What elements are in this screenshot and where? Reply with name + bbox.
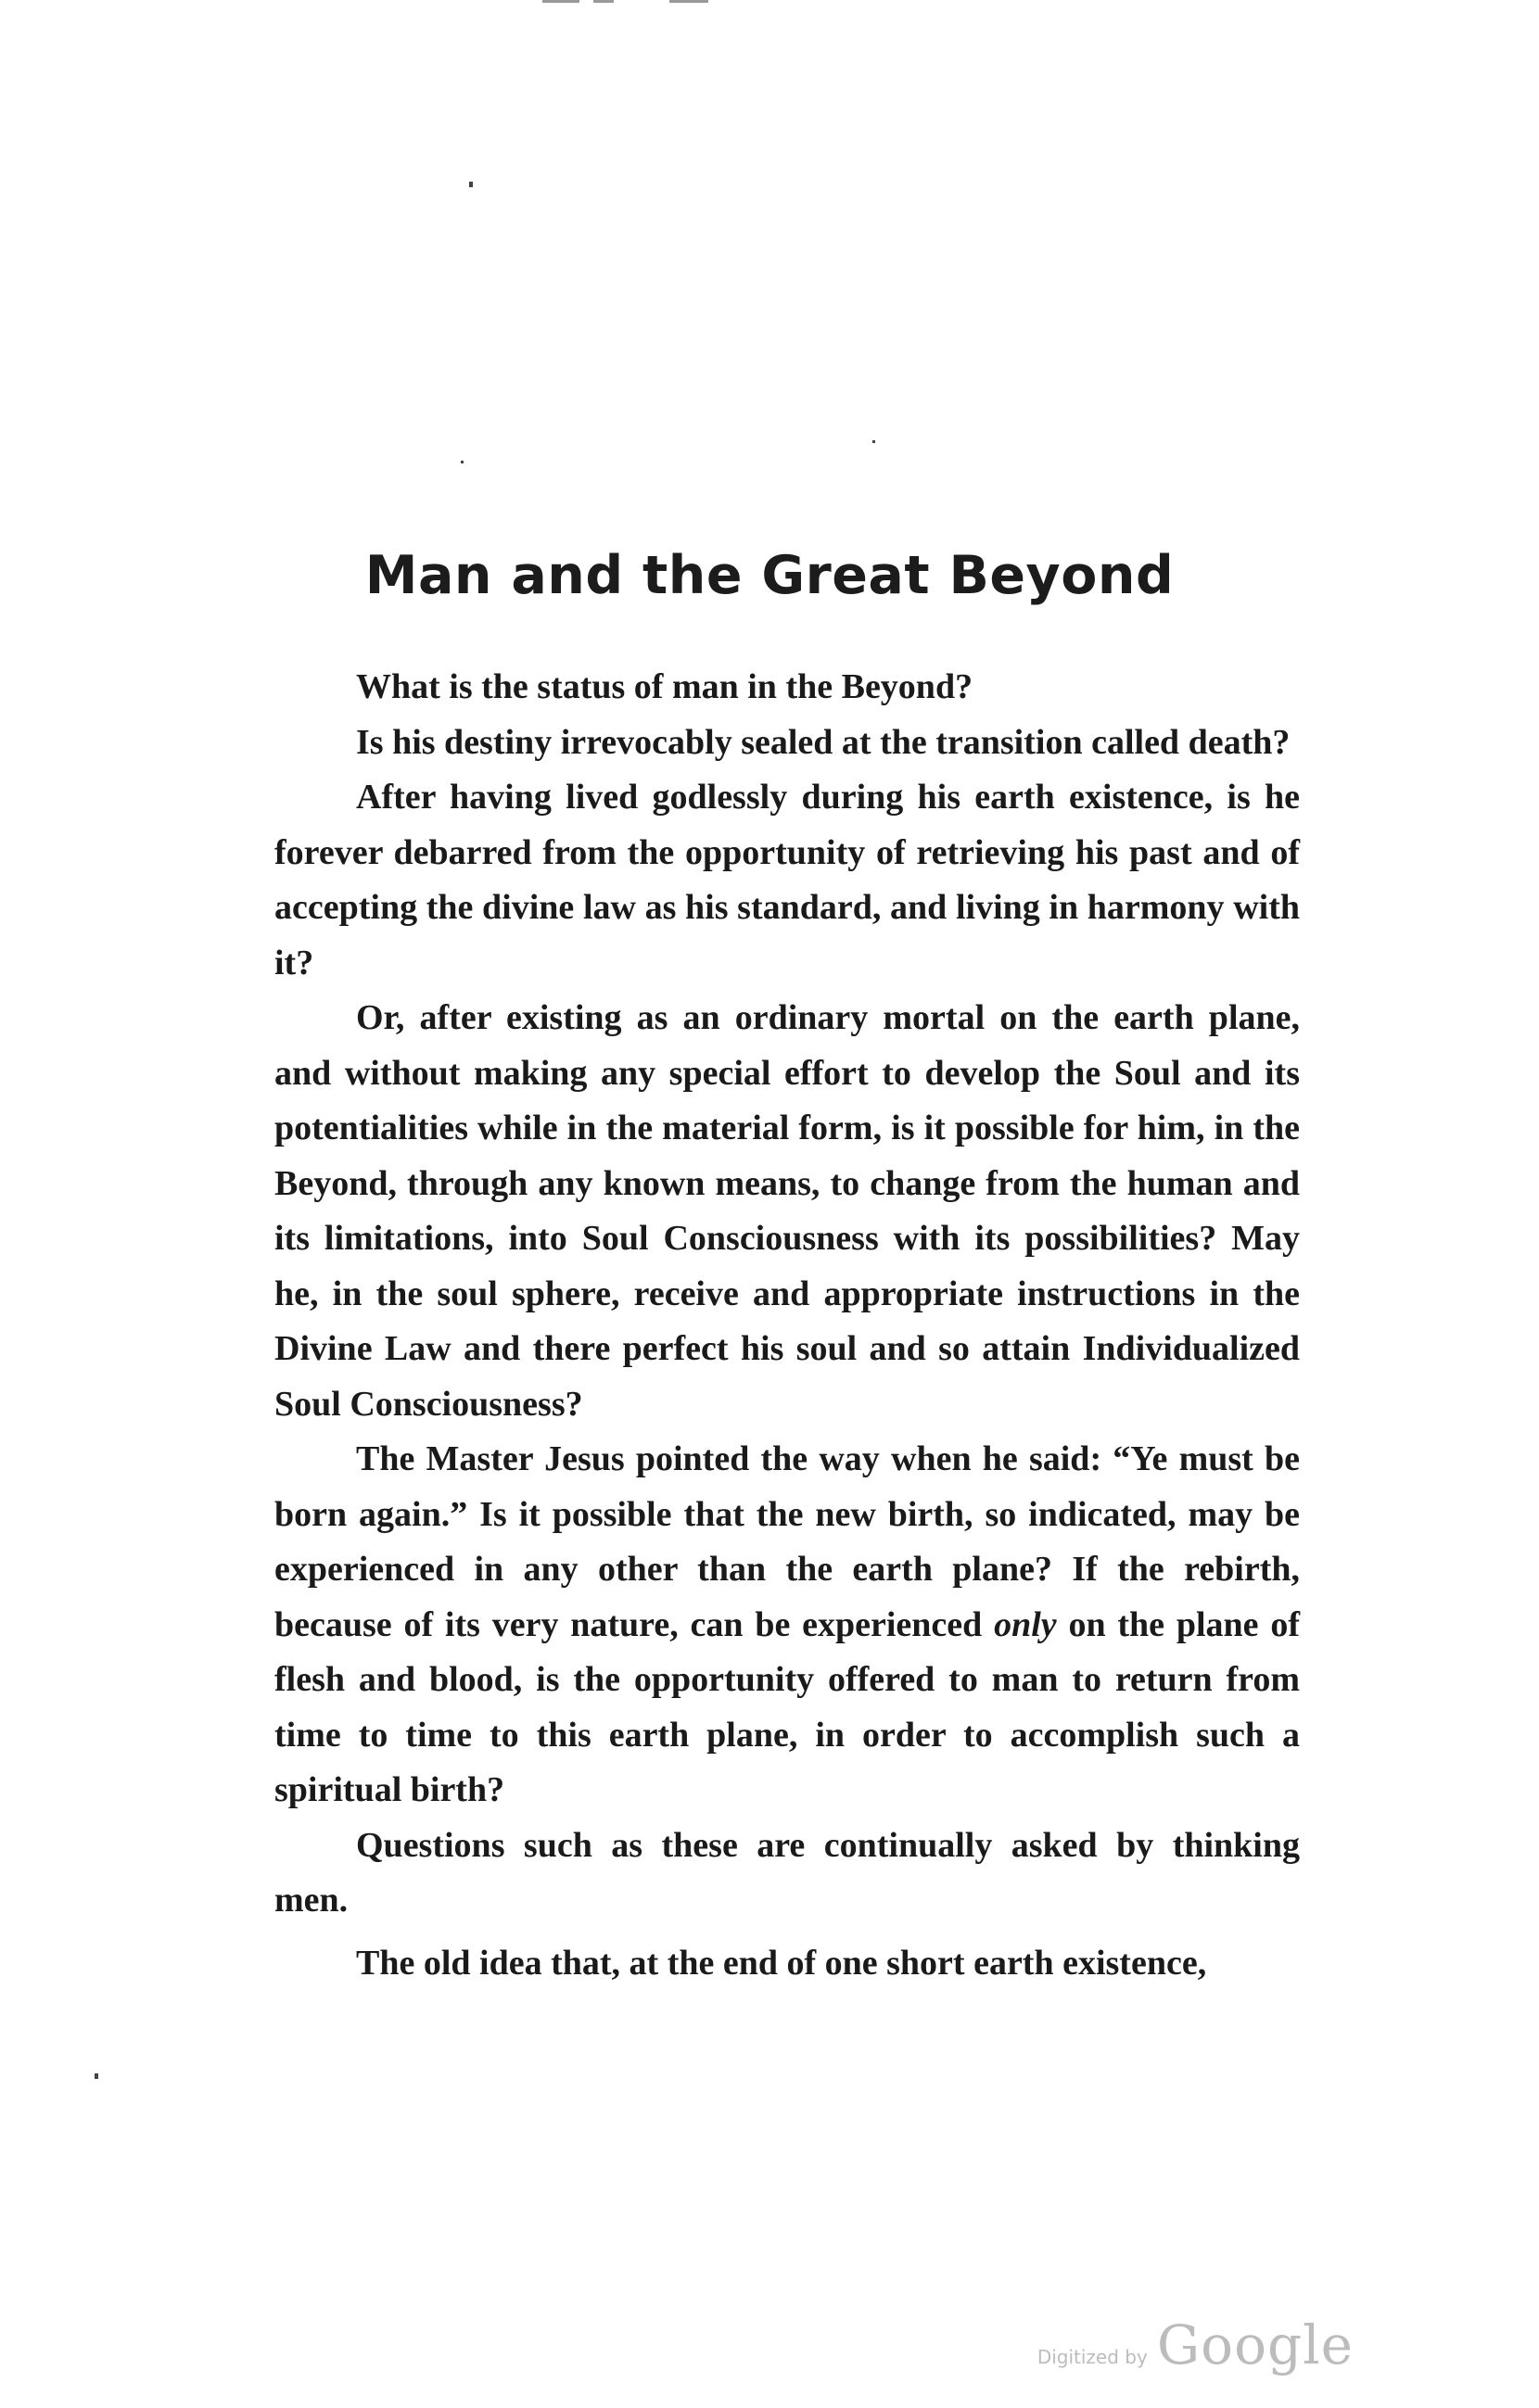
digitized-watermark (1037, 2313, 1354, 2376)
paragraph: After having lived godlessly during his earth existence, is he forever debarred from the opportunity of retrieving his past and of accepting the divine law as his standard, and living in harmony with it? (274, 778, 1300, 982)
google-logo: Google (1156, 2313, 1354, 2376)
scan-speck (469, 182, 473, 187)
paragraph: Questions such as these are continually asked by thinking men. (274, 1825, 1300, 1920)
paragraph: Is his destiny irrevocably sealed at the transition called death? (356, 722, 1291, 762)
scan-speck (461, 461, 464, 463)
scan-speck (95, 2073, 98, 2079)
chapter-title: Man and the Great Beyond (364, 545, 1175, 606)
scan-mark-top (593, 0, 614, 3)
paragraph: The old idea that, at the end of one short earth existence, (356, 1943, 1207, 1983)
paragraph: Or, after existing as an ordinary mortal on the earth plane, and without making any special effort to develop the Soul and its potentialities while in the material form, is it possible for him, in the Beyond, through any known means, to change from the human and its limitations, into Soul Consciousness with its possibilities? May he, in the soul sphere, receive and appropriate instructions in the Divine Law and there perfect his soul and so attain Individualized Soul Consciousness? (274, 998, 1300, 1424)
paragraph: What is the status of man in the Beyond? (356, 667, 973, 706)
watermark-prefix: Digitized by (1037, 2346, 1148, 2368)
body-text (274, 660, 1300, 1991)
paragraph: The Master Jesus pointed the way when he said: “Ye must be born again.” Is it possible that the new birth, so indicated, may be experienced in any other than the earth plane? If the rebirth, because of its very nature, can be experienced only on the plane of flesh and blood, is the opportunity offered to man to return from time to time to this earth plane, in order to accomplish such a spiritual birth? (274, 1439, 1300, 1809)
scan-mark-top (669, 0, 708, 3)
emphasis: only (994, 1604, 1057, 1644)
scan-mark-top (542, 0, 579, 3)
scan-speck (872, 440, 875, 443)
